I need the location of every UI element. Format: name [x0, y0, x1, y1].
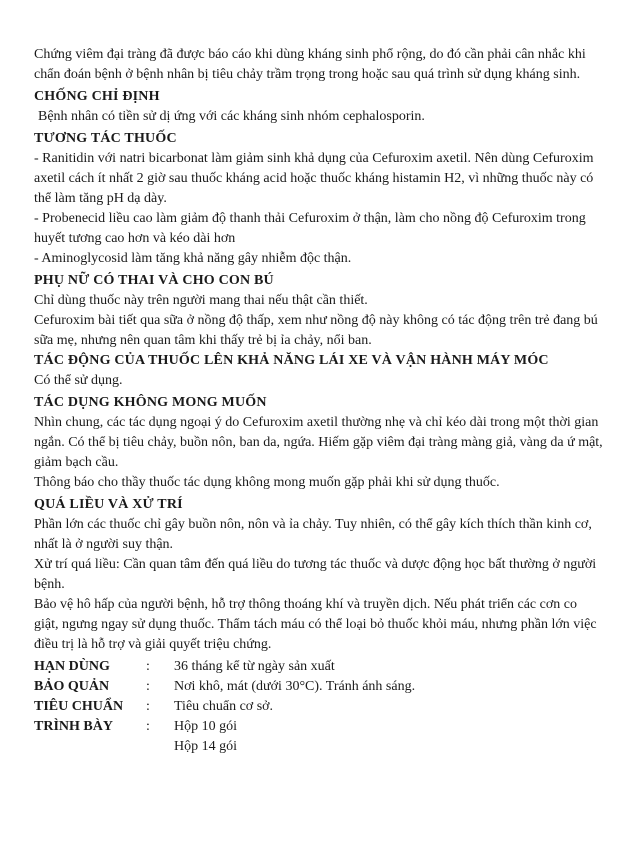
spec-value: Hộp 10 gói: [174, 719, 237, 734]
overdose-line: bệnh.: [34, 577, 65, 592]
spec-colon: :: [146, 699, 150, 714]
section-heading-side-effects: TÁC DỤNG KHÔNG MONG MUỐN: [34, 395, 267, 410]
side-effect-line: giảm bạch cầu.: [34, 455, 119, 470]
spec-value: Hộp 14 gói: [174, 739, 237, 754]
interaction-line: huyết tương cao hơn và kéo dài hơn: [34, 231, 236, 246]
section-heading-interactions: TƯƠNG TÁC THUỐC: [34, 131, 177, 146]
section-heading-overdose: QUÁ LIỀU VÀ XỬ TRÍ: [34, 497, 183, 512]
interaction-line: - Aminoglycosid làm tăng khả năng gây nhiễm độc thận.: [34, 251, 352, 266]
interaction-line: axetil cách ít nhất 2 giờ sau thuốc kháng acid hoặc thuốc kháng histamin H2, vì những thuốc này có: [34, 171, 594, 186]
section-heading-driving: TÁC ĐỘNG CỦA THUỐC LÊN KHẢ NĂNG LÁI XE VÀ VẬN HÀNH MÁY MÓC: [34, 353, 549, 368]
spec-value: Tiêu chuẩn cơ sở.: [174, 699, 274, 714]
intro-line: Chứng viêm đại tràng đã được báo cáo khi dùng kháng sinh phổ rộng, do đó cần phải cân nhắc khi: [34, 47, 586, 62]
spec-value: 36 tháng kể từ ngày sản xuất: [174, 659, 335, 674]
side-effect-line: Nhìn chung, các tác dụng ngoại ý do Cefuroxim axetil thường nhẹ và chỉ kéo dài trong một thời gian: [34, 415, 599, 430]
side-effect-line: ngắn. Có thể bị tiêu chảy, buồn nôn, ban da, ngứa. Hiếm gặp viêm đại tràng màng giả, vàng da ứ mật,: [34, 435, 603, 450]
spec-row-packaging: [34, 717, 614, 737]
spec-label: [34, 737, 146, 757]
overdose-line: Phần lớn các thuốc chỉ gây buồn nôn, nôn và ỉa chảy. Tuy nhiên, có thể gây kích thích thần kinh cơ,: [34, 517, 592, 532]
side-effect-line: Thông báo cho thầy thuốc tác dụng không mong muốn gặp phải khi sử dụng thuốc.: [34, 475, 500, 490]
pregnancy-line: Cefuroxim bài tiết qua sữa ở nồng độ thấp, xem như nồng độ này không có tác động trên trẻ đang bú: [34, 313, 598, 328]
spec-colon: :: [146, 719, 150, 734]
spec-colon: :: [146, 659, 150, 674]
intro-line: chẩn đoán bệnh ở bệnh nhân bị tiêu chảy trầm trọng trong hoặc sau quá trình sử dụng kháng sinh.: [34, 67, 581, 82]
interaction-line: thể làm tăng pH dạ dày.: [34, 191, 167, 206]
pregnancy-line: sữa mẹ, nhưng nên quan tâm khi thấy trẻ bị ỉa chảy, nổi ban.: [34, 333, 372, 348]
interaction-line: - Ranitidin với natri bicarbonat làm giảm sinh khả dụng của Cefuroxim axetil. Nên dùng Cefuroxim: [34, 151, 594, 166]
spec-row-shelf-life: [34, 657, 614, 677]
contra-line: Bệnh nhân có tiền sử dị ứng với các kháng sinh nhóm cephalosporin.: [38, 109, 425, 124]
overdose-line: giật, ngưng ngay sử dụng thuốc. Thẩm tách máu có thể loại bỏ thuốc khỏi máu, nhưng phần lớn việc: [34, 617, 597, 632]
overdose-line: điều trị là hỗ trợ và giải quyết triệu chứng.: [34, 637, 272, 652]
spec-value: Nơi khô, mát (dưới 30°C). Tránh ánh sáng.: [174, 679, 416, 694]
spec-label: HẠN DÙNG: [34, 659, 110, 674]
spec-label: TRÌNH BÀY: [34, 719, 113, 734]
overdose-line: Bảo vệ hô hấp của người bệnh, hỗ trợ thông thoáng khí và truyền dịch. Nếu phát triển các cơn co: [34, 597, 577, 612]
spec-colon: :: [146, 679, 150, 694]
spec-row-packaging-2: [34, 737, 614, 757]
section-heading-pregnancy: PHỤ NỮ CÓ THAI VÀ CHO CON BÚ: [34, 273, 274, 288]
overdose-line: Xử trí quá liều: Cần quan tâm đến quá liều do tương tác thuốc và dược động học bất thường ở người: [34, 557, 597, 572]
driving-line: Có thể sử dụng.: [34, 373, 123, 388]
spec-colon: [146, 737, 174, 757]
spec-label: BẢO QUẢN: [34, 679, 110, 694]
spec-label: TIÊU CHUẨN: [34, 699, 124, 714]
overdose-line: nhất là ở người suy thận.: [34, 537, 174, 552]
spec-row-storage: [34, 677, 614, 697]
section-heading-contraindications: CHỐNG CHỈ ĐỊNH: [34, 89, 160, 104]
product-spec-table: [34, 657, 614, 757]
interaction-line: - Probenecid liều cao làm giảm độ thanh thải Cefuroxim ở thận, làm cho nồng độ Cefuroxim trong: [34, 211, 586, 226]
document-body: [34, 45, 614, 757]
pregnancy-line: Chỉ dùng thuốc này trên người mang thai nếu thật cần thiết.: [34, 293, 368, 308]
spec-row-standard: [34, 697, 614, 717]
